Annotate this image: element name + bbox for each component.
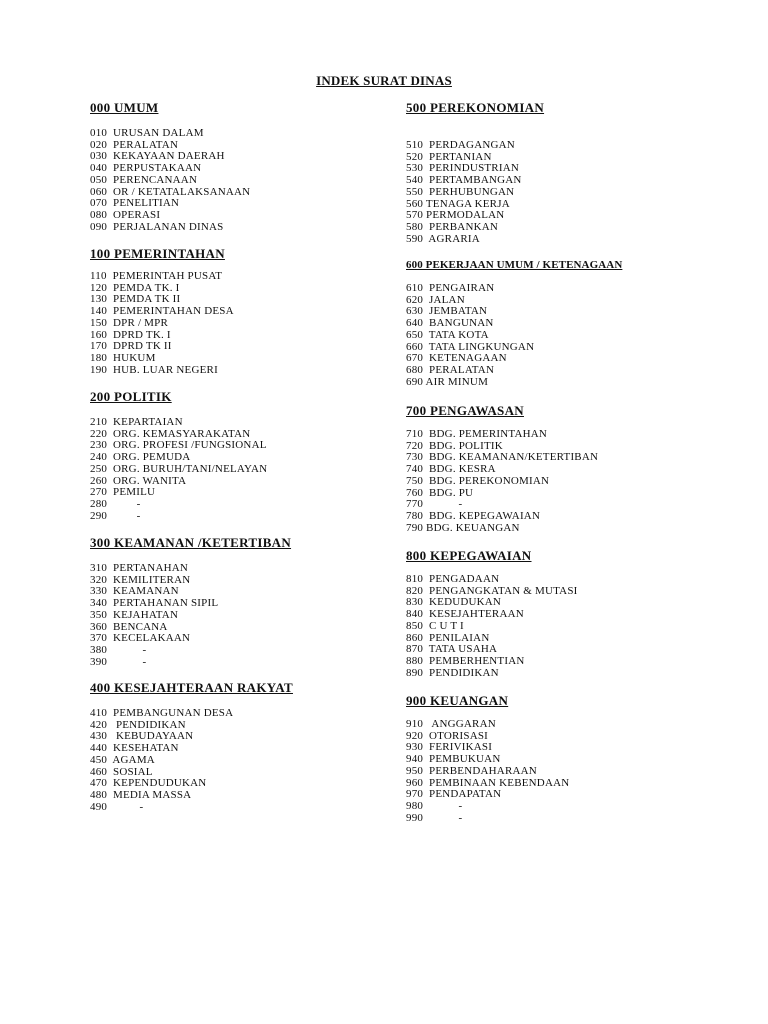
list-item: 180 HUKUM bbox=[90, 352, 156, 365]
list-item: 140 PEMERINTAHAN DESA bbox=[90, 305, 234, 318]
list-item: 850 C U T I bbox=[406, 619, 464, 632]
list-item: 480 MEDIA MASSA bbox=[90, 789, 192, 802]
list-item: 370 KECELAKAAN bbox=[90, 632, 191, 645]
list-item: 730 BDG. KEAMANAN/KETERTIBAN bbox=[406, 451, 599, 464]
list-item: 220 ORG. KEMASYARAKATAN bbox=[90, 427, 251, 440]
item-list bbox=[406, 429, 598, 534]
list-item: 230 ORG. PROFESI /FUNGSIONAL bbox=[90, 439, 267, 452]
list-item: 450 AGAMA bbox=[90, 753, 155, 766]
list-item: 160 DPRD TK. I bbox=[90, 328, 171, 341]
list-item: 580 PERBANKAN bbox=[406, 221, 499, 234]
list-item: 090 PERJALANAN DINAS bbox=[90, 220, 224, 233]
list-item: 150 DPR / MPR bbox=[90, 316, 168, 329]
list-item: 940 PEMBUKUAN bbox=[406, 753, 501, 766]
list-item: 020 PERALATAN bbox=[90, 138, 179, 151]
list-item: 240 ORG. PEMUDA bbox=[90, 451, 191, 464]
item-list bbox=[406, 140, 522, 245]
list-item: 620 JALAN bbox=[406, 293, 465, 306]
list-item: 350 KEJAHATAN bbox=[90, 608, 179, 621]
section-heading: 800 KEPEGAWAIAN bbox=[406, 548, 532, 563]
list-item: 120 PEMDA TK. I bbox=[90, 281, 180, 294]
list-item: 540 PERTAMBANGAN bbox=[406, 174, 522, 187]
list-item: 760 BDG. PU bbox=[406, 486, 474, 499]
list-item: 820 PENGANGKATAN & MUTASI bbox=[406, 584, 578, 597]
list-item: 570 PERMODALAN bbox=[406, 209, 505, 222]
list-item: 680 PERALATAN bbox=[406, 364, 495, 377]
list-item: 880 PEMBERHENTIAN bbox=[406, 655, 525, 668]
list-item: 870 TATA USAHA bbox=[406, 643, 498, 656]
list-item: 520 PERTANIAN bbox=[406, 150, 492, 163]
list-item: 460 SOSIAL bbox=[90, 765, 153, 778]
list-item: 040 PERPUSTAKAAN bbox=[90, 162, 202, 175]
list-item: 590 AGRARIA bbox=[406, 232, 480, 245]
section-heading: 600 PEKERJAAN UMUM / KETENAGAAN bbox=[406, 259, 623, 271]
list-item: 440 KESEHATAN bbox=[90, 742, 179, 755]
section-heading: 100 PEMERINTAHAN bbox=[90, 246, 225, 261]
item-list bbox=[406, 719, 569, 824]
list-item: 670 KETENAGAAN bbox=[406, 352, 507, 365]
list-item: 080 OPERASI bbox=[90, 209, 161, 222]
list-item: 170 DPRD TK II bbox=[90, 340, 172, 353]
list-item: 110 PEMERINTAH PUSAT bbox=[90, 270, 223, 282]
list-item: 910 ANGGARAN bbox=[406, 718, 496, 730]
list-item: 250 ORG. BURUH/TANI/NELAYAN bbox=[90, 462, 268, 475]
list-item: 490 - bbox=[90, 800, 144, 813]
list-item: 840 KESEJAHTERAAN bbox=[406, 608, 524, 621]
item-list bbox=[90, 708, 233, 813]
list-item: 190 HUB. LUAR NEGERI bbox=[90, 363, 218, 376]
list-item: 430 KEBUDAYAAN bbox=[90, 730, 194, 743]
list-item: 710 BDG. PEMERINTAHAN bbox=[406, 428, 548, 440]
section-heading: 300 KEAMANAN /KETERTIBAN bbox=[90, 535, 292, 550]
list-item: 780 BDG. KEPEGAWAIAN bbox=[406, 510, 541, 523]
list-item: 550 PERHUBUNGAN bbox=[406, 185, 515, 198]
section-heading: 400 KESEJAHTERAAN RAKYAT bbox=[90, 680, 293, 695]
list-item: 740 BDG. KESRA bbox=[406, 463, 496, 476]
item-list bbox=[406, 283, 534, 388]
section-heading: 000 UMUM bbox=[90, 100, 159, 115]
list-item: 930 FERIVIKASI bbox=[406, 741, 493, 754]
list-item: 360 BENCANA bbox=[90, 620, 168, 633]
item-list bbox=[90, 128, 250, 233]
list-item: 070 PENELITIAN bbox=[90, 197, 180, 210]
list-item: 410 PEMBANGUNAN DESA bbox=[90, 707, 234, 719]
item-list bbox=[90, 417, 267, 522]
list-item: 010 URUSAN DALAM bbox=[90, 127, 204, 139]
list-item: 770 - bbox=[406, 498, 463, 511]
list-item: 130 PEMDA TK II bbox=[90, 293, 181, 306]
section-heading: 500 PEREKONOMIAN bbox=[406, 100, 545, 115]
list-item: 650 TATA KOTA bbox=[406, 328, 489, 341]
list-item: 470 KEPENDUDUKAN bbox=[90, 777, 207, 790]
list-item: 920 OTORISASI bbox=[406, 729, 489, 742]
list-item: 510 PERDAGANGAN bbox=[406, 139, 515, 151]
list-item: 560 TENAGA KERJA bbox=[406, 197, 510, 210]
list-item: 260 ORG. WANITA bbox=[90, 474, 187, 487]
section-heading: 900 KEUANGAN bbox=[406, 693, 509, 708]
list-item: 970 PENDAPATAN bbox=[406, 788, 502, 801]
section-heading: 200 POLITIK bbox=[90, 389, 172, 404]
list-item: 720 BDG. POLITIK bbox=[406, 439, 503, 452]
page-title: INDEK SURAT DINAS bbox=[316, 73, 452, 88]
list-item: 960 PEMBINAAN KEBENDAAN bbox=[406, 776, 570, 789]
list-item: 890 PENDIDIKAN bbox=[406, 666, 499, 679]
list-item: 420 PENDIDIKAN bbox=[90, 718, 186, 731]
list-item: 050 PERENCANAAN bbox=[90, 173, 198, 186]
list-item: 030 KEKAYAAN DAERAH bbox=[90, 150, 225, 163]
list-item: 380 - bbox=[90, 644, 147, 657]
list-item: 610 PENGAIRAN bbox=[406, 282, 495, 294]
list-item: 980 - bbox=[406, 800, 463, 813]
list-item: 280 - bbox=[90, 498, 141, 511]
section-heading: 700 PENGAWASAN bbox=[406, 403, 524, 418]
list-item: 270 PEMILU bbox=[90, 486, 156, 499]
list-item: 320 KEMILITERAN bbox=[90, 573, 191, 586]
item-list bbox=[90, 271, 234, 376]
list-item: 530 PERINDUSTRIAN bbox=[406, 162, 519, 175]
list-item: 060 OR / KETATALAKSANAAN bbox=[90, 185, 251, 198]
list-item: 690 AIR MINUM bbox=[406, 375, 489, 388]
list-item: 390 - bbox=[90, 655, 147, 668]
list-item: 340 PERTAHANAN SIPIL bbox=[90, 597, 219, 610]
list-item: 640 BANGUNAN bbox=[406, 317, 494, 330]
list-item: 290 - bbox=[90, 509, 141, 522]
list-item: 750 BDG. PEREKONOMIAN bbox=[406, 474, 550, 487]
list-item: 810 PENGADAAN bbox=[406, 573, 500, 585]
list-item: 660 TATA LINGKUNGAN bbox=[406, 340, 535, 353]
list-item: 830 KEDUDUKAN bbox=[406, 596, 502, 609]
list-item: 310 PERTANAHAN bbox=[90, 562, 189, 574]
item-list bbox=[90, 563, 218, 668]
list-item: 860 PENILAIAN bbox=[406, 631, 490, 644]
list-item: 330 KEAMANAN bbox=[90, 585, 179, 598]
item-list bbox=[406, 574, 578, 679]
list-item: 950 PERBENDAHARAAN bbox=[406, 764, 537, 777]
list-item: 990 - bbox=[406, 811, 463, 824]
list-item: 210 KEPARTAIAN bbox=[90, 416, 183, 428]
list-item: 790 BDG. KEUANGAN bbox=[406, 521, 520, 534]
list-item: 630 JEMBATAN bbox=[406, 305, 488, 318]
